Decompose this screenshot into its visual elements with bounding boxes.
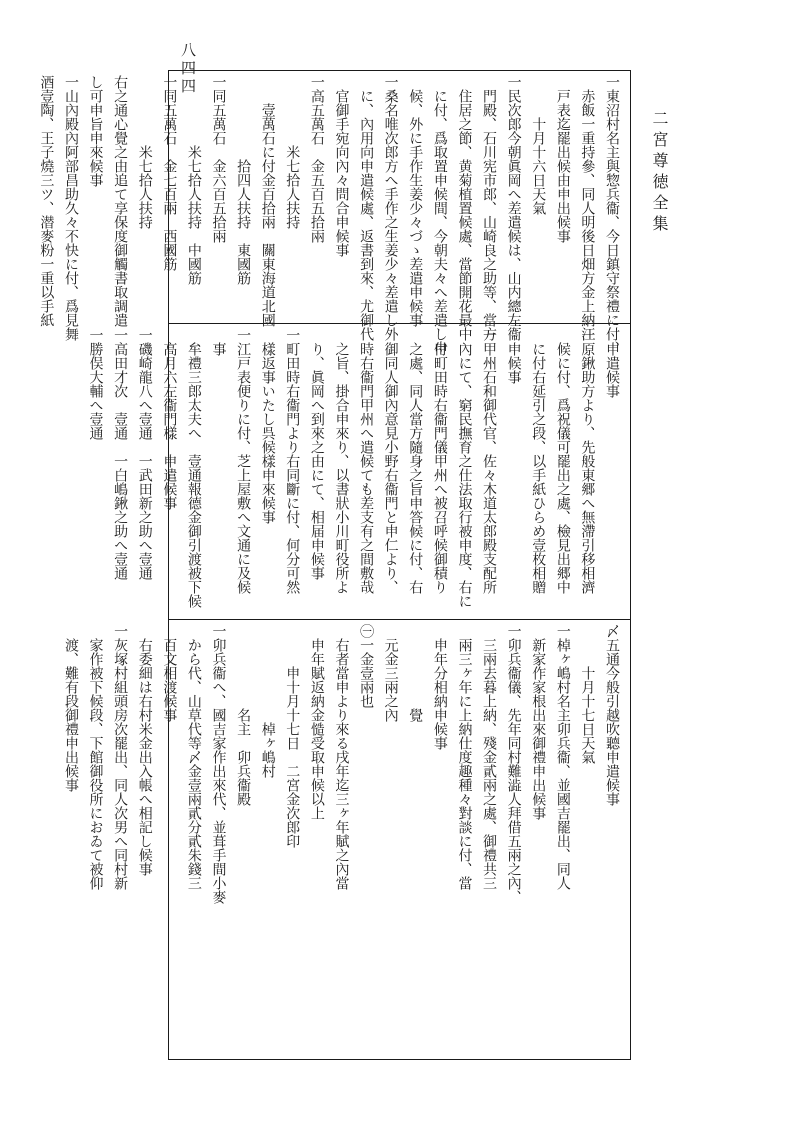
text-line: 候、外に手作生姜少々づゝ差遣申候事 xyxy=(407,89,424,327)
text-line: 付町田時右衞門儀甲州へ被召呼候御積り xyxy=(431,342,448,594)
text-line: 內にて、窮民撫育之仕法取行被申度、右に xyxy=(456,342,473,608)
text-line: 赤飯一重持參、同人明後日畑方金上納江 xyxy=(579,89,596,341)
tier-middle xyxy=(87,323,630,619)
text-line: 棹ヶ嶋村 xyxy=(259,722,276,778)
running-head: 二宮尊徳全集 xyxy=(650,110,669,236)
text-line: 酒壹陶、王子燒三ツ、潜麥粉一重以手紙 xyxy=(38,75,55,327)
text-line: 高月六左衞門樣 申遣候事 xyxy=(161,342,178,510)
text-line: 戸表迄罷出候由申出候事 xyxy=(554,89,571,243)
text-line: 申十月十七日 二宮金次郎印 xyxy=(284,666,301,848)
text-line: 門殿、石川宪市郎、山崎良之助等、當方 xyxy=(481,89,498,341)
text-line: 〆五通今般引越吹聽申遣候事 xyxy=(604,624,620,806)
text-line: 一高五萬石 金五百五拾兩 xyxy=(308,75,325,243)
text-line: 一卯兵衞へ、國吉家作出來代、並葺手間小麥 xyxy=(210,624,227,904)
text-line: 一同五萬石 金七百兩 西國筋 xyxy=(161,75,178,271)
text-line: 一高田才次 壹通 一白嶋鍬之助へ壹通 xyxy=(112,328,129,580)
text-line: 名主 卯兵衞殿 xyxy=(235,708,252,806)
text-line: し可申旨申來候事 xyxy=(87,75,104,187)
text-line: ㊀一金壹兩也 xyxy=(358,624,375,708)
text-line: 三兩去暮上納、殘金貳兩之處、御禮共三 xyxy=(481,638,498,890)
text-line: 申年分相納申候事 xyxy=(431,638,448,750)
text-line: 之處、同人當方隨身之旨申答候に付、右 xyxy=(407,342,424,594)
text-line: 一桑名唯次郎方へ手作之生姜少々差遣し外 xyxy=(382,75,399,341)
text-line: 一山內殿內阿部昌助久々不快に付、爲見舞 xyxy=(62,75,79,341)
text-line: 元金三兩之內 xyxy=(382,638,399,722)
text-line: 米七拾人扶持 xyxy=(136,145,153,229)
text-line: 壹萬石に付金百拾兩 關東海道北國 xyxy=(259,103,276,327)
text-line: 一東沼村名主與惣兵衞、今日鎮守祭禮に付、 xyxy=(604,75,620,355)
text-line: 住居之節、黄菊植置候處、當節開花最中 xyxy=(456,89,473,341)
text-line: に付右延引之段、以手紙ひらめ壹枚相贈 xyxy=(530,342,547,594)
text-line: に、內用向申遣候處、返書到來、尤御代 xyxy=(358,89,375,341)
text-line: 牟禮三郎太夫へ 壹通報德金御引渡被下候 xyxy=(185,342,202,608)
text-line: 時右衞門甲州へ遣候ても差支有之間敷哉 xyxy=(358,342,375,594)
text-line: 米七拾人扶持 xyxy=(284,145,301,229)
text-line: 樣返事いたし呉候樣申來候事 xyxy=(259,342,276,524)
text-line: から代、山草代等〆金壹兩貳分貳朱錢三 xyxy=(185,638,202,890)
text-line: 申候事 xyxy=(505,342,522,384)
text-line: 一棹ヶ嶋村名主卯兵衞、並國吉罷出、同人 xyxy=(554,624,571,890)
text-line: 右之通心覺之由追て享保度御觸書取調遣 xyxy=(112,75,129,327)
tier-bottom xyxy=(62,619,630,1059)
text-line: 一卯兵衞儀、先年同村難澁人拜借五兩之內、 xyxy=(505,624,522,904)
text-line: 一磯崎龍八へ壹通 一武田新之助へ壹通 xyxy=(136,328,153,580)
text-line: 一町田時右衞門より右同斷に付、何分可然 xyxy=(284,328,301,594)
text-line: 御同人御內意見小野右衞門と申仁より、 xyxy=(382,342,399,594)
text-line: 一同五萬石 金六百五拾兩 xyxy=(210,75,227,243)
text-line: 百文相渡候事 xyxy=(161,638,178,722)
text-line: 右委細は右村米金出入帳へ相記し候事 xyxy=(136,638,153,876)
text-line: 候に付、爲祝儀可罷出之處、檢見出郷中 xyxy=(554,342,571,594)
text-line: 一原鍬助方より、先般東郷へ無滯引移相濟 xyxy=(579,328,596,594)
text-line: 新家作家根出來御禮申出候事 xyxy=(530,638,547,820)
text-line: 右者當申より來る戌年迄三ヶ年賦之內當 xyxy=(333,638,350,890)
text-line: 一甲州石和御代官、佐々木道太郎殿支配所 xyxy=(481,328,498,594)
text-line: に付、爲取置申候間、今朝夫々へ差遣し申 xyxy=(431,89,448,355)
text-line: 米七拾人扶持 中國筋 xyxy=(185,145,202,285)
text-line: 之旨、掛合申來り、以書狀小川町役所よ xyxy=(333,342,350,594)
text-line: 申年賦返納金慥受取申候以上 xyxy=(308,638,325,820)
text-line: 覺 xyxy=(407,708,424,722)
text-line: 官御手宛向內々問合申候事 xyxy=(333,89,350,257)
text-line: 一民次郎今朝眞岡へ差遣候は、山内總左衞 xyxy=(505,75,522,341)
text-line: り、眞岡へ到來之由にて、相届申候事 xyxy=(308,342,325,580)
text-line: 一江戸表便りに付、芝上屋敷へ文通に及候 xyxy=(235,328,252,594)
text-line: 申遣候事 xyxy=(604,342,620,398)
text-line: 渡、難有段御禮申出候事 xyxy=(62,638,79,792)
text-line: 十月十七日天氣 xyxy=(579,666,596,764)
text-frame xyxy=(38,70,631,1060)
text-line: 十月十六日天氣 xyxy=(530,117,547,215)
text-line: 一灰塚村組頭房次罷出、同人次男へ同村新 xyxy=(112,624,129,890)
tier-top xyxy=(38,71,630,355)
text-line: 拾四人扶持 東國筋 xyxy=(235,159,252,285)
page-number: 八四四 xyxy=(179,42,197,96)
text-line: 家作被下候段、下館御役所におゐて被仰 xyxy=(87,638,104,890)
text-line: 兩三ヶ年に上納仕度趣種々對談に付、當 xyxy=(456,638,473,890)
text-line: 事 xyxy=(210,342,227,356)
text-line: 一勝俣大輔へ壹通 xyxy=(87,328,104,440)
